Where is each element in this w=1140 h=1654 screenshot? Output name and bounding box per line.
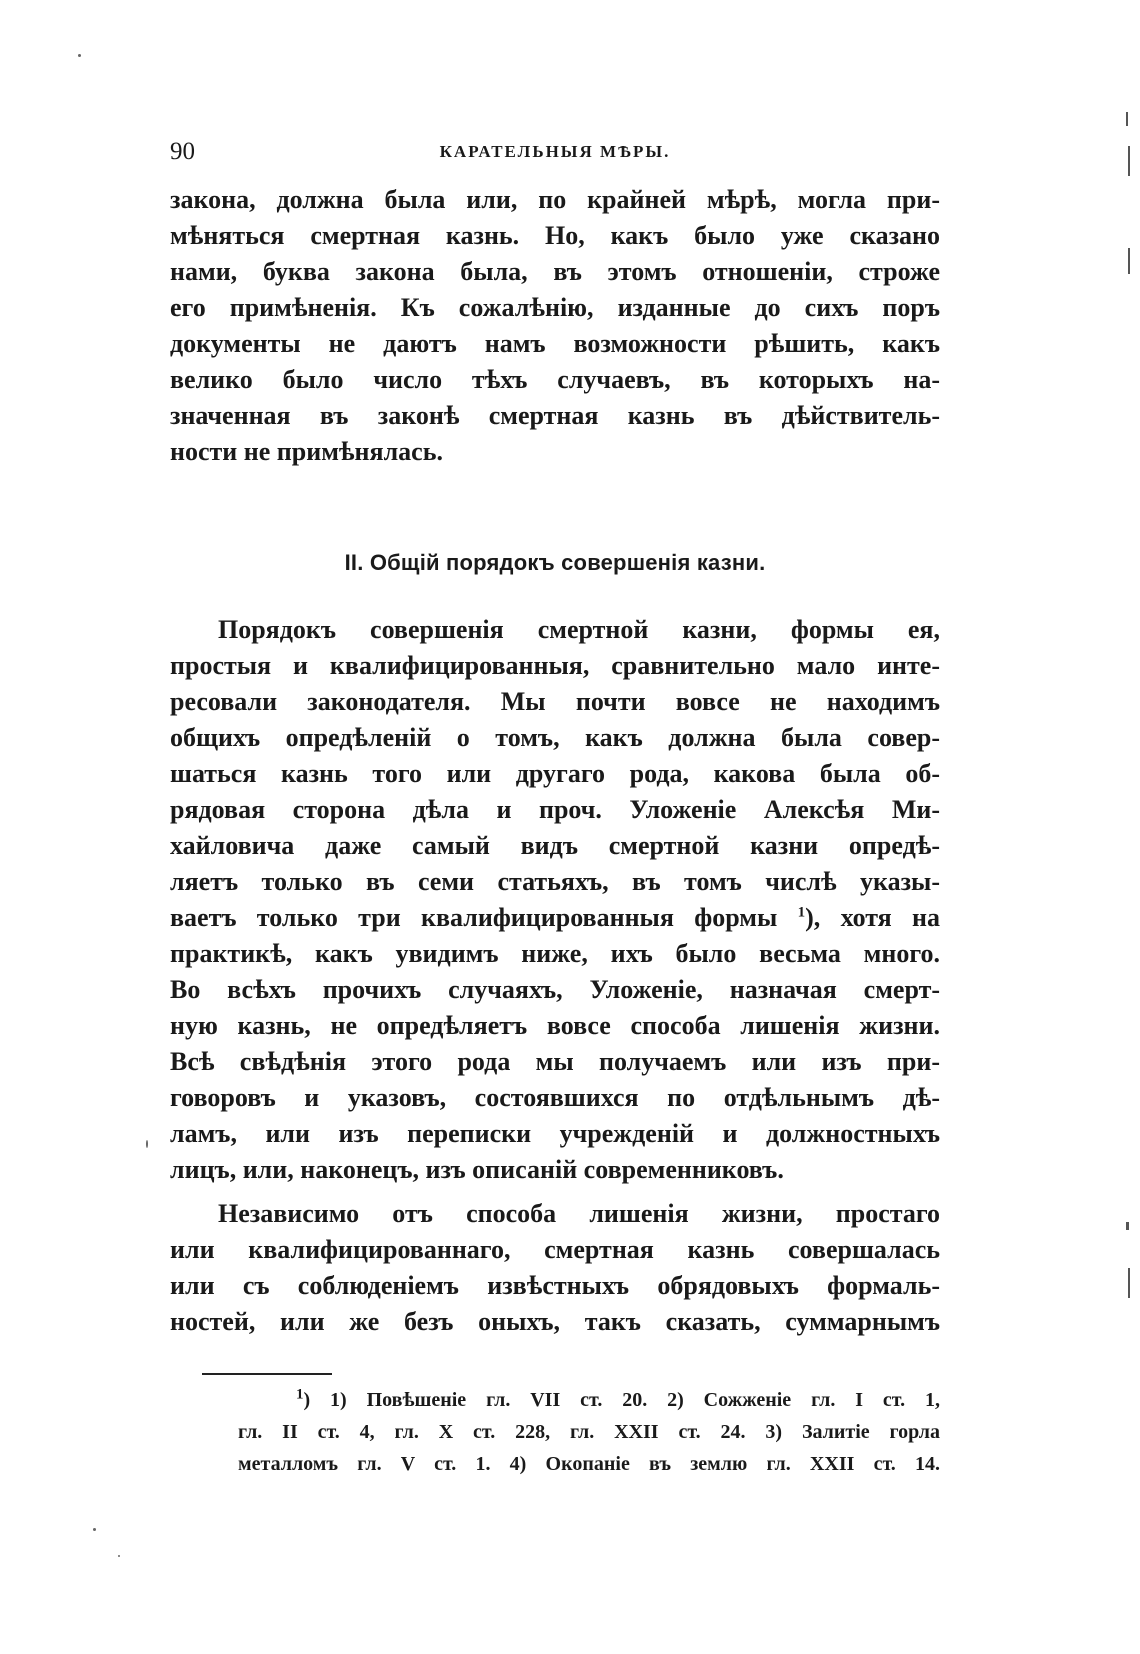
text-line: документы не даютъ намъ возможности рѣшить, какъ <box>170 329 940 358</box>
text-line-with-footnote-ref <box>170 900 940 936</box>
scan-mark <box>1128 248 1130 274</box>
scan-speck <box>118 1555 120 1557</box>
text-line: Порядокъ совершенія смертной казни, формы ея, <box>218 615 940 644</box>
text-line: его примѣненія. Къ сожалѣнію, изданные до сихъ поръ <box>170 293 940 322</box>
text-line: Во всѣхъ прочихъ случаяхъ, Уложеніе, назначая смерт- <box>170 975 940 1004</box>
footnote-text: ) 1) Повѣшеніе гл. VII ст. 20. 2) Сожженіе гл. I ст. 1, <box>303 1389 940 1411</box>
text-line: значенная въ законѣ смертная казнь въ дѣйствитель- <box>170 401 940 430</box>
text-line: практикѣ, какъ увидимъ ниже, ихъ было весьма много. <box>170 939 940 968</box>
footnote-line: гл. II ст. 4, гл. X ст. 228, гл. XXII ст. 24. 3) Залитіе горла <box>238 1421 940 1443</box>
text-line: ресовали законодателя. Мы почти вовсе не находимъ <box>170 687 940 716</box>
running-head: КАРАТЕЛЬНЫЯ МѢРЫ. <box>439 142 671 161</box>
page-header <box>170 138 940 172</box>
footnote-line <box>296 1384 940 1416</box>
text-line: хайловича даже самый видъ смертной казни опредѣ- <box>170 831 940 860</box>
scan-speck <box>93 1528 96 1531</box>
text-span: ваетъ только три квалифицированныя формы <box>170 903 778 932</box>
scan-mark <box>1128 146 1130 176</box>
text-line: Всѣ свѣдѣнія этого рода мы получаемъ или изъ при- <box>170 1047 940 1076</box>
scan-mark <box>1126 112 1128 126</box>
footnote-reference: 1 <box>797 904 806 921</box>
text-line: общихъ опредѣленій о томъ, какъ должна была совер- <box>170 723 940 752</box>
text-span: ), хотя на <box>805 903 941 932</box>
text-line: ламъ, или изъ переписки учрежденій и должностныхъ <box>170 1119 940 1148</box>
text-line: лицъ, или, наконецъ, изъ описаній современниковъ. <box>170 1155 784 1184</box>
text-line: или съ соблюденіемъ извѣстныхъ обрядовыхъ формаль- <box>170 1271 940 1300</box>
text-line: ностей, или же безъ оныхъ, такъ сказать, суммарнымъ <box>170 1307 940 1336</box>
section-heading: II. Общій порядокъ совершенія казни. <box>344 550 766 575</box>
footnote-divider <box>202 1373 332 1375</box>
text-line: ную казнь, не опредѣляетъ вовсе способа лишенія жизни. <box>170 1011 940 1040</box>
scan-mark <box>1126 1222 1129 1230</box>
text-line: мѣняться смертная казнь. Но, какъ было уже сказано <box>170 221 940 250</box>
page-number: 90 <box>170 138 195 165</box>
footnote-marker: 1 <box>296 1386 304 1403</box>
text-line: говоровъ и указовъ, состоявшихся по отдѣльнымъ дѣ- <box>170 1083 940 1112</box>
text-line: закона, должна была или, по крайней мѣрѣ, могла при- <box>170 185 940 214</box>
text-line: нами, буква закона была, въ этомъ отношеніи, строже <box>170 257 940 286</box>
footnote-line: металломъ гл. V ст. 1. 4) Окопаніе въ землю гл. XXII ст. 14. <box>238 1453 940 1475</box>
text-line: шаться казнь того или другаго рода, какова была об- <box>170 759 940 788</box>
text-line: простыя и квалифицированныя, сравнительно мало инте- <box>170 651 940 680</box>
scan-mark <box>1128 1268 1130 1298</box>
text-line: ляетъ только въ семи статьяхъ, въ томъ числѣ указы- <box>170 867 940 896</box>
text-line: ности не примѣнялась. <box>170 437 443 466</box>
text-line: велико было число тѣхъ случаевъ, въ которыхъ на- <box>170 365 940 394</box>
text-line: рядовая сторона дѣла и проч. Уложеніе Алексѣя Ми- <box>170 795 940 824</box>
scan-speck <box>146 1140 148 1148</box>
scan-speck <box>78 54 81 57</box>
text-line: Независимо отъ способа лишенія жизни, простаго <box>218 1199 940 1228</box>
text-line: или квалифицированнаго, смертная казнь совершалась <box>170 1235 940 1264</box>
